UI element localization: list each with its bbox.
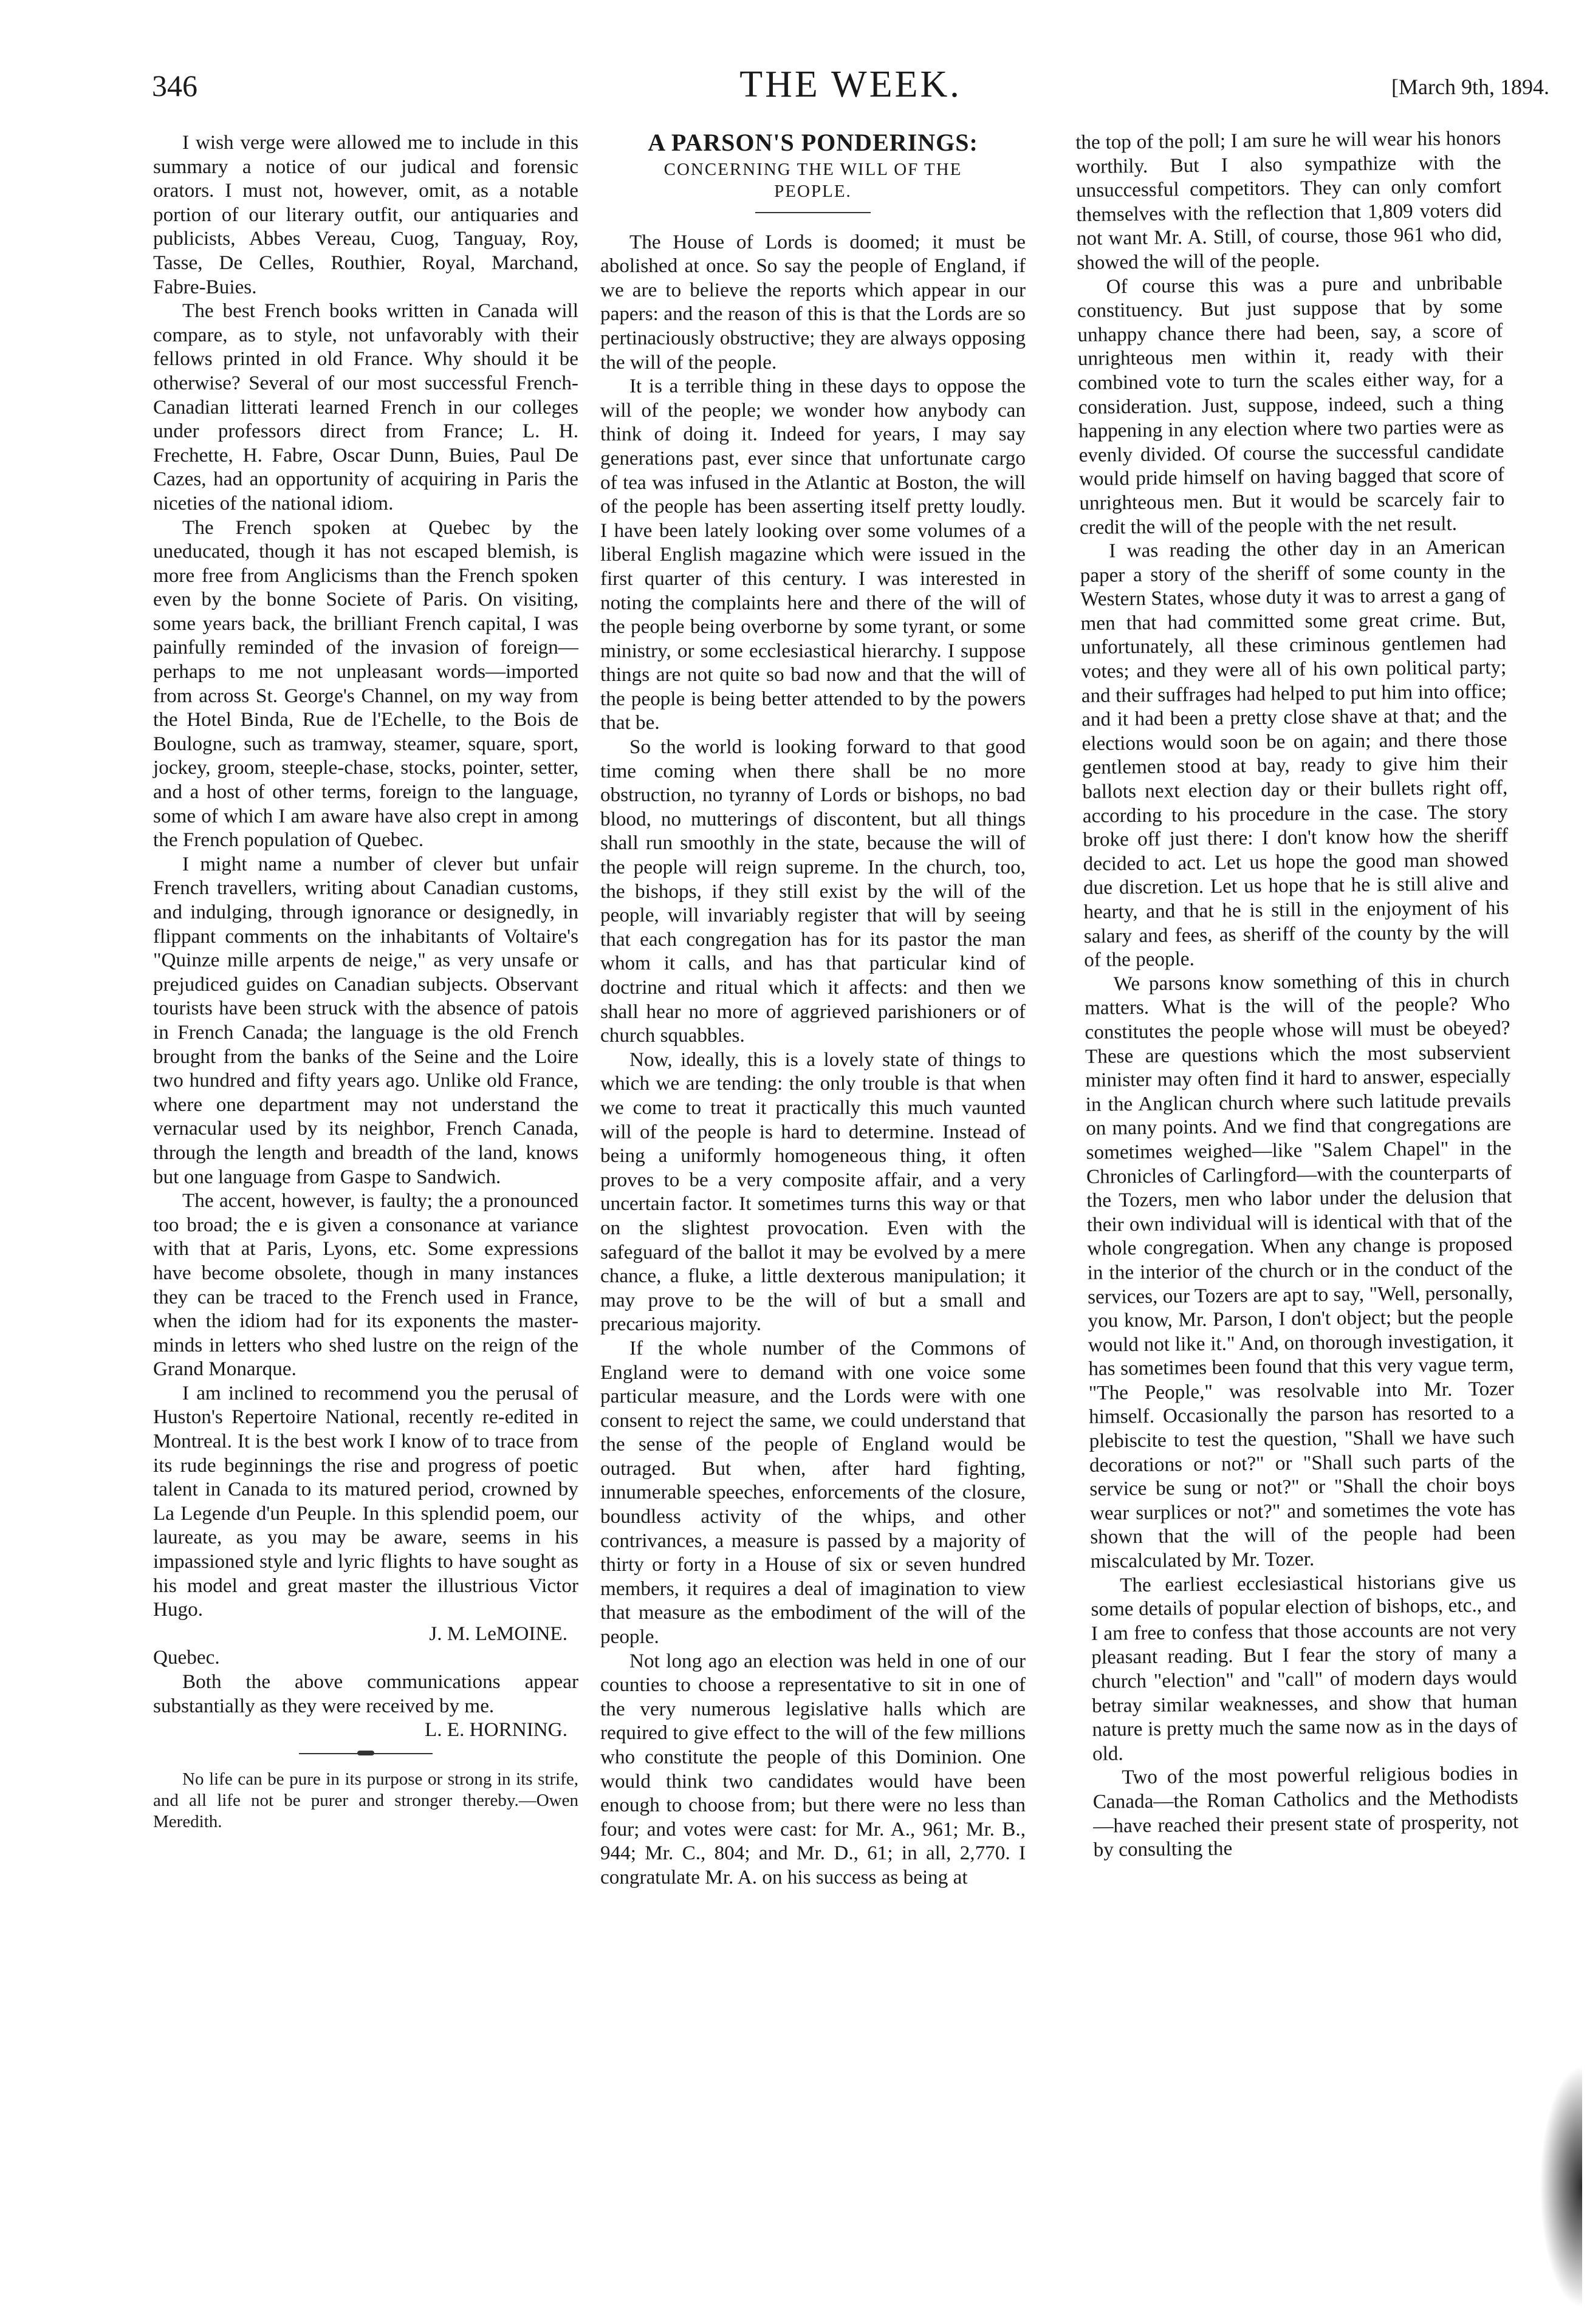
quotation: No life can be pure in its purpose or strong in its strife, and all life not be purer and stronger thereby.—Owen Meredith. <box>153 1769 578 1831</box>
paragraph: If the whole number of the Commons of England were to demand with one voice some particular measure, and the Lords were with one consent to reject the same, we could understand that the sense of the people of England would be outraged. But when, after hard fighting, innumerable speeches, enforcements of the closure, boundless activity of the whips, and other contrivances, a measure is passed by a majority of thirty or forty in a House of six or seven hundred members, it requires a deal of imagination to view that measure as the embodiment of the will of the people. <box>600 1336 1026 1649</box>
paragraph: The best French books written in Canada will compare, as to style, not unfavorably with their fellows printed in old France. Why should it be otherwise? Several of our most successful French-Canadian litterati learned French in our colleges under professors direct from France; L. H. Frechette, H. Fabre, Oscar Dunn, Buies, Paul De Cazes, had an opportunity of acquiring in Paris the niceties of the national idiom. <box>153 299 578 514</box>
masthead: THE WEEK. <box>739 64 962 105</box>
divider <box>755 212 871 213</box>
paragraph: It is a terrible thing in these days to oppose the will of the people; we wonder how anybody can think of doing it. Indeed for years, I may say generations past, ever since that unfortunate cargo of tea was infused in the Atlantic at Boston, the will of the people has been asserting itself pretty loudly. I have been lately looking over some volumes of a liberal English magazine which were issued in the first quarter of this century. I was interested in noting the complaints here and there of the will of the people being overborne by some tyrant, or some ministry, or some ecclesiastical hierarchy. I suppose things are not quite so bad now and that the will of the people is being better attended to by the powers that be. <box>600 375 1026 734</box>
paragraph: The House of Lords is doomed; it must be abolished at once. So say the people of England, if we are to believe the reports which appear in our papers: and the reason of this is that the Lords are so pertinaciously obstructive; they are always opposing the will of the people. <box>600 230 1026 374</box>
paragraph: Not long ago an election was held in one of our counties to choose a representative to sit in one of the very numerous legislative halls which are required to give effect to the will of the few millions who constitute the people of this Dominion. One would think two candidates would have been enough to choose from; but there were no less than four; and votes were cast: for Mr. A., 961; Mr. B., 944; Mr. C., 804; and Mr. D., 61; in all, 2,770. I congratulate Mr. A. on his success as being at <box>600 1649 1026 1888</box>
page-header <box>152 64 1549 123</box>
paragraph: I was reading the other day in an American paper a story of the sheriff of some county in the Western States, whose duty it was to arrest a gang of men that had committed some great crime. But, unfortunately, all these criminous gentlemen had votes; and they were all of his own political party; and their suffrages had helped to put him into office; and it had been a pretty close shave at that; and the elections would soon be on again; and there those gentlemen stood at bay, ready to give him their ballots next election day or their bullets right off, according to his procedure in the case. The story broke off just there: I don't know how the sheriff decided to act. Let us hope the good man showed due discretion. Let us hope that he is still alive and hearty, and that he is still in the enjoyment of his salary and fees, as sheriff of the county by the will of the people. <box>1080 535 1510 972</box>
paragraph: Two of the most powerful religious bodies in Canada—the Roman Catholics and the Methodists—have reached their present state of prosperity, not by consulting the <box>1092 1762 1519 1861</box>
page-number: 346 <box>152 69 197 103</box>
issue-date: [March 9th, 1894. <box>1391 75 1549 99</box>
paragraph: Now, ideally, this is a lovely state of things to which we are tending: the only trouble is that when we come to treat it practically this much vaunted will of the people is hard to determine. Instead of being a uniformly homogeneous thing, it often proves to be a very composite affair, and a very uncertain factor. It sometimes turns this way or that on the slightest provocation. Even with the safeguard of the ballot it may be evolved by a mere chance, a fluke, a little dexterous manipulation; it may prove to be the will of but a small and precarious majority. <box>600 1048 1026 1336</box>
paragraph: I might name a number of clever but unfair French travellers, writing about Canadian customs, and indulging, through ignorance or designedly, in flippant comments on the inhabitants of Voltaire's "Quinze mille arpents de neige," as very unsafe or prejudiced guides on Canadian subjects. Observant tourists have been struck with the absence of patois in French Canada; the language is the old French brought from the banks of the Seine and the Loire two hundred and fifty years ago. Unlike old France, where one department may not understand the vernacular used by its neighbor, French Canada, through the length and breadth of the land, knows but one language from Gaspe to Sandwich. <box>153 852 578 1188</box>
signature: J. M. LeMOINE. <box>429 1622 567 1645</box>
paragraph: We parsons know something of this in church matters. What is the will of the people? Who constitutes the people whose will must be obeyed? These are questions which the most subservient minister may often find it hard to answer, especially in the Anglican church where such latitude prevails on many points. And we find that congregations are sometimes weighed—like "Salem Chapel" in the Chronicles of Carlingford—with the counterparts of the Tozers, men who labor under the delusion that their own individual will is identical with that of the whole congregation. When any change is proposed in the interior of the church or in the conduct of the services, our Tozers are apt to say, "Well, personally, you know, Mr. Parson, I don't object; but the people would not like it." And, on thorough investigation, it has sometimes been found that this very vague term, "The People," was resolvable into Mr. Tozer himself. Occasionally the parson has resorted to a plebiscite to test the question, "Shall we have such decorations or not?" or "Shall such parts of the service be sung or not?" or "Shall the choir boys wear surplices or not?" and sometimes the vote has shown that the will of the people had been miscalculated by Mr. Tozer. <box>1084 968 1516 1573</box>
signature-place: Quebec. <box>153 1646 220 1669</box>
paragraph: The earliest ecclesiastical historians give us some details of popular election of bishops, etc., and I am free to confess that those accounts are not very pleasant reading. But I fear the story of many a church "election" and "call" of modern days would betray similar weaknesses, and show that human nature is pretty much the same now as in the days of old. <box>1091 1570 1518 1765</box>
article-subtitle: CONCERNING THE WILL OF THE PEOPLE. <box>663 159 962 201</box>
paragraph: Both the above communications appear substantially as they were received by me. <box>153 1670 578 1717</box>
paragraph: I am inclined to recommend you the perusal of Huston's Repertoire National, recently re-edited in Montreal. It is the best work I know of to trace from its rude beginnings the rise and progress of poetic talent in Canada to its matured period, crowned by La Legende d'un Peuple. In this splendid poem, our laureate, as you may be aware, seems in his impassioned style and lyric flights to have sought as his model and great master the illustrious Victor Hugo. <box>153 1381 578 1621</box>
paragraph: The accent, however, is faulty; the a pronounced too broad; the e is given a consonance at variance with that at Paris, Lyons, etc. Some expressions have become obsolete, though in many instances they can be traced to the French used in France, when the idiom had for its exponents the master-minds in letters who shed lustre on the reign of the Grand Monarque. <box>153 1189 578 1381</box>
paragraph: So the world is looking forward to that good time coming when there shall be no more obstruction, no tyranny of Lords or bishops, no bad blood, no mutterings of discontent, but all things shall run smoothly in the state, because the will of the people will reign supreme. In the church, too, the bishops, if they still exist by the will of the people, will invariably register that will by seeing that each congregation has for its pastor the man whom it calls, and has that particular kind of doctrine and ritual which it affects: and then we shall hear no more of aggrieved parishioners or of church squabbles. <box>600 736 1026 1047</box>
column-middle <box>600 131 1026 1890</box>
column-left <box>153 131 578 1833</box>
signature: L. E. HORNING. <box>424 1718 567 1741</box>
article-title: A PARSON'S PONDERINGS: <box>648 129 978 156</box>
divider <box>299 1753 433 1754</box>
column-right <box>1075 126 1519 1862</box>
paragraph: The French spoken at Quebec by the uneducated, though it has not escaped blemish, is more free from Anglicisms than the French spoken even by the bonne Societe of Paris. On visiting, some years back, the brilliant French capital, I was painfully reminded of the invasion of foreign—perhaps to me not unpleasant words—imported from across St. George's Channel, on my way from the Hotel Binda, Rue de l'Echelle, to the Bois de Boulogne, such as tramway, steamer, square, sport, jockey, groom, steeple-chase, stocks, pointer, setter, and a host of other terms, foreign to the language, some of which I am aware have also crept in among the French population of Quebec. <box>153 516 578 852</box>
paragraph: the top of the poll; I am sure he will wear his honors worthily. But I also sympathize with the unsuccessful competitors. They can only comfort themselves with the reflection that 1,809 voters did not want Mr. A. Still, of course, those 961 who did, showed the will of the people. <box>1075 126 1503 274</box>
paragraph: Of course this was a pure and unbribable constituency. But just suppose that by some unhappy chance there had been, say, a score of unrighteous men within it, ready with their combined vote to turn the scales either way, for a consideration. Just, suppose, indeed, such a thing happening in any election where two parties were as evenly divided. Of course the successful candidate would pride himself on having bagged that score of unrighteous men. But it would be scarcely fair to credit the will of the people with the net result. <box>1077 271 1505 539</box>
paragraph: I wish verge were allowed me to include in this summary a notice of our judical and forensic orators. I must not, however, omit, as a notable portion of our literary outfit, our antiquaries and publicists, Abbes Vereau, Cuog, Tanguay, Roy, Tasse, De Celles, Routhier, Royal, Marchand, Fabre-Buies. <box>153 131 578 298</box>
page-edge-smudge <box>1540 2065 1582 2308</box>
